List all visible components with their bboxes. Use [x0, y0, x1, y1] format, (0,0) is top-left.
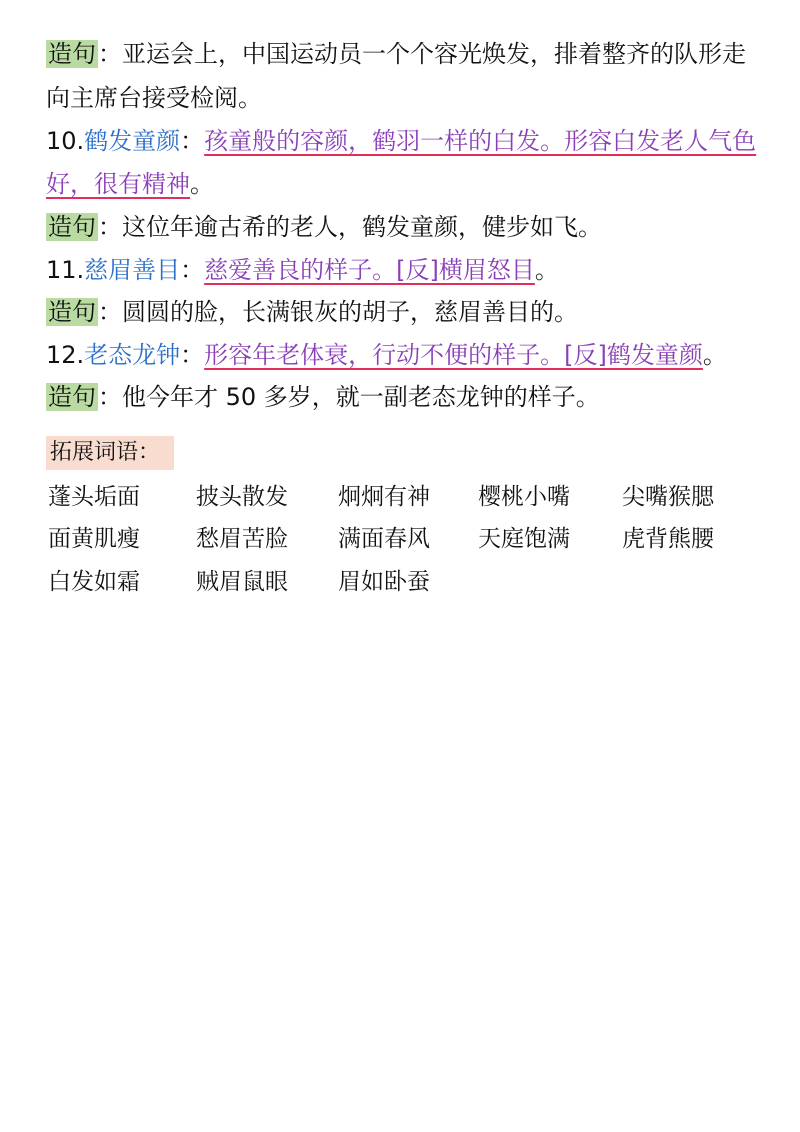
idiom-meaning: 慈爱善良的样子。[反]横眉怒目	[204, 256, 535, 284]
idiom-entry-12	[46, 338, 727, 372]
extension-word: 炯炯有神	[338, 484, 430, 510]
extension-word: 蓬头垢面	[48, 484, 140, 510]
idiom-meaning: 孩童般的容颜，鹤羽一样的白发。形容白发老人气色	[204, 127, 757, 155]
example-text: 向主席台接受检阅。	[46, 84, 262, 112]
end-mark: 。	[534, 256, 559, 284]
example-tag: 造句	[48, 383, 96, 411]
end-mark: 。	[190, 170, 214, 198]
colon: ：	[180, 127, 205, 155]
extension-word: 虎背熊腰	[622, 526, 714, 552]
idiom-entry-11	[46, 253, 559, 287]
colon: ：	[180, 341, 205, 369]
example-text: ：圆圆的脸，长满银灰的胡子，慈眉善目的。	[98, 298, 578, 326]
example-sentence-11	[46, 295, 578, 329]
entry-number: 12.	[46, 341, 85, 369]
idiom-term: 老态龙钟	[84, 341, 181, 369]
example-tag: 造句	[48, 40, 96, 68]
extension-word: 贼眉鼠眼	[196, 569, 288, 595]
idiom-meaning: 形容年老体衰，行动不便的样子。[反]鹤发童颜	[204, 341, 703, 369]
example-text: ：他今年才 50 多岁，就一副老态龙钟的样子。	[98, 383, 600, 411]
extension-word: 尖嘴猴腮	[622, 484, 714, 510]
example-sentence-12	[46, 380, 600, 414]
extension-word: 满面春风	[338, 526, 430, 552]
idiom-entry-10	[46, 124, 756, 158]
extension-word: 樱桃小嘴	[478, 484, 570, 510]
extension-word: 眉如卧蚕	[338, 569, 430, 595]
extension-title: 拓展词语：	[46, 436, 174, 470]
example-tag: 造句	[48, 213, 96, 241]
entry-number: 10.	[46, 127, 85, 155]
example-sentence-intro-cont	[46, 81, 262, 115]
example-text: ：亚运会上，中国运动员一个个容光焕发，排着整齐的队形走	[98, 40, 746, 68]
extension-word: 愁眉苦脸	[196, 526, 288, 552]
colon: ：	[180, 256, 205, 284]
example-sentence-intro	[46, 37, 746, 71]
extension-word: 面黄肌瘦	[48, 526, 140, 552]
extension-word: 披头散发	[196, 484, 288, 510]
extension-word: 天庭饱满	[478, 526, 570, 552]
idiom-entry-10-cont	[46, 167, 214, 201]
entry-number: 11.	[46, 256, 85, 284]
example-sentence-10	[46, 210, 602, 244]
idiom-term: 鹤发童颜	[84, 127, 181, 155]
idiom-term: 慈眉善目	[84, 256, 181, 284]
example-text: ：这位年逾古希的老人，鹤发童颜，健步如飞。	[98, 213, 602, 241]
end-mark: 。	[702, 341, 727, 369]
example-tag: 造句	[48, 298, 96, 326]
idiom-meaning: 好，很有精神	[46, 170, 190, 198]
extension-word: 白发如霜	[48, 569, 140, 595]
